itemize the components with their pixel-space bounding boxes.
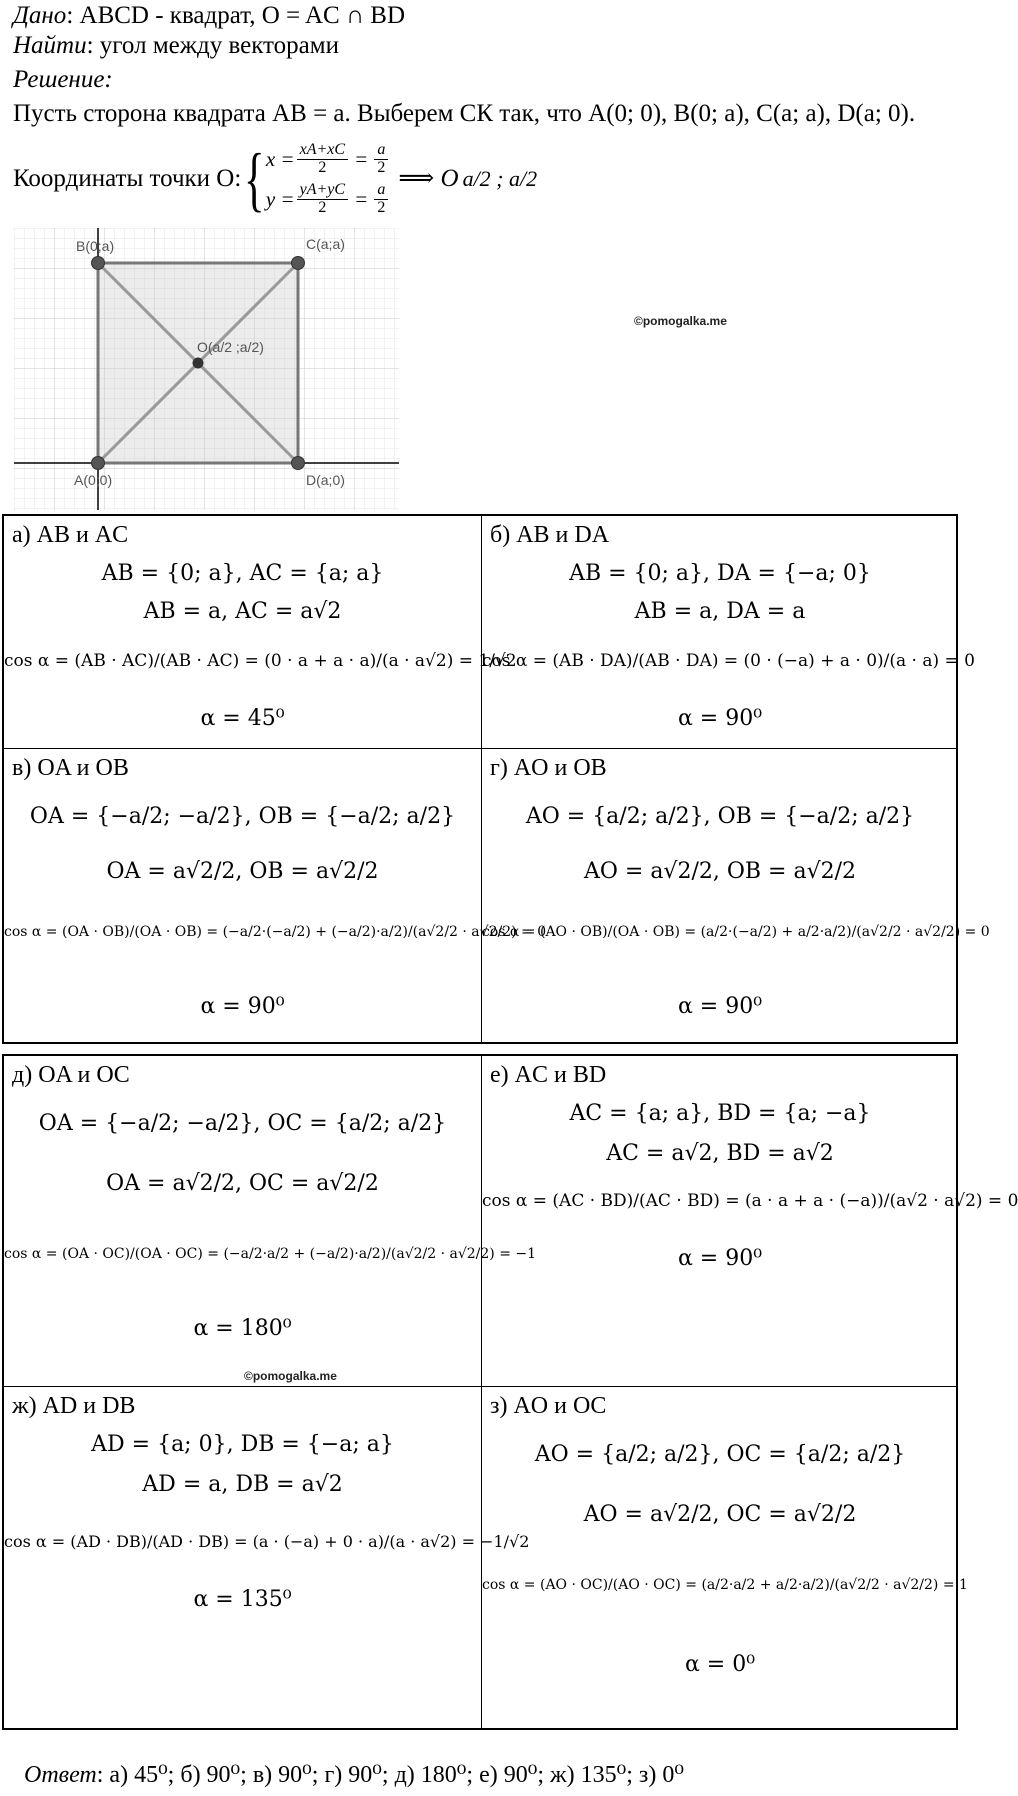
label-c: C(a;a) [306, 236, 345, 252]
cell-v-head: в) OA и OB [12, 755, 129, 781]
given-label: Дано [13, 2, 67, 29]
answer-text: : а) 45⁰; б) 90⁰; в) 90⁰; г) 90⁰; д) 180⁰; е) 90⁰; ж) 135⁰; з) 0⁰ [96, 1762, 684, 1788]
table-lower [2, 1054, 1018, 1730]
point-a [92, 457, 105, 470]
cell-e: е) AC и BD AC = {a; a}, BD = {a; −a} AC = a√2, BD = a√2 cos α = (AC · BD)/(AC · BD) = (a · a + a · (−a))/(a√2 · a√2) = 0 α = 90⁰ [482, 1062, 1018, 1271]
cell-zh-head: ж) AD и DB [12, 1393, 136, 1419]
coords-line [13, 134, 537, 224]
coords-system [266, 139, 391, 219]
coords-label: Координаты точки O: [13, 165, 242, 192]
find-text: : угол между векторами [86, 32, 339, 59]
cell-g: г) AO и OB AO = {a/2; a/2}, OB = {−a/2; a/2} AO = a√2/2, OB = a√2/2 cos α = (AO · OB)/(OA · OB) = (a/2·(−a/2) + a/2·a/2)/(a√2/2 · a√2/2) = 0 α = 90⁰ [482, 755, 990, 1019]
square-figure [14, 228, 399, 510]
point-c [292, 257, 305, 270]
label-b: B(0;a) [76, 238, 115, 254]
system-brace: { [244, 139, 265, 219]
watermark-bottom: ©pomogalka.me [244, 1369, 337, 1383]
answer-label: Ответ [24, 1762, 97, 1788]
y-equation: y = $\frac{yA+yC}{2}$ = $\frac{a}{2}$ [266, 179, 391, 219]
cell-d-head: д) OA и OC [12, 1062, 130, 1088]
watermark-top: ©pomogalka.me [634, 314, 727, 328]
x-equation: x = $\frac{xA+xC}{2}$ = $\frac{a}{2}$ [266, 139, 391, 179]
result-arrow: ⟹ O [398, 165, 459, 192]
cell-e-head: е) AC и BD [490, 1062, 607, 1088]
cell-z-head: з) AO и OC [490, 1393, 607, 1419]
given-line [13, 0, 405, 32]
label-o: O(a/2 ;a/2) [197, 339, 264, 355]
point-o [193, 358, 204, 369]
result-coords: a/2 ; a/2 [462, 166, 538, 191]
cell-a: а) AB и AC AB = {0; a}, AC = {a; a} AB = a, AC = a√2 cos α = (AB · AC)/(AB · AC) = (0 · a + a · a)/(a · a√2) = 1/√2 α = 45⁰ [4, 522, 517, 731]
cell-g-head: г) AO и OB [490, 755, 607, 781]
find-line [13, 30, 339, 62]
cell-b-head: б) AB и DA [490, 522, 610, 548]
table-upper [2, 514, 990, 1044]
cell-z: з) AO и OC AO = {a/2; a/2}, OC = {a/2; a/2} AO = a√2/2, OC = a√2/2 cos α = (AO · OC)/(AO · OC) = (a/2·a/2 + a/2·a/2)/(a√2/2 · a√2/2) = 1 α = 0⁰ [482, 1393, 968, 1677]
point-d [292, 457, 305, 470]
cell-v: в) OA и OB OA = {−a/2; −a/2}, OB = {−a/2; a/2} OA = a√2/2, OB = a√2/2 cos α = (OA · OB)/(OA · OB) = (−a/2·(−a/2) + (−a/2)·a/2)/(a√2/2 · a√2/2) = 0 α = 90⁰ [4, 755, 547, 1019]
find-label: Найти [13, 32, 87, 59]
label-d: D(a;0) [306, 472, 345, 488]
cell-a-head: а) AB и AC [12, 522, 129, 548]
label-a: A(0;0) [74, 472, 113, 488]
let-line: Пусть сторона квадрата AB = a. Выберем СК так, что A(0; 0), B(0; a), C(a; a), D(a; 0). [13, 100, 916, 127]
solution-label: Решение: [13, 66, 113, 93]
cell-d: д) OA и OC OA = {−a/2; −a/2}, OC = {a/2; a/2} OA = a√2/2, OC = a√2/2 cos α = (OA · OC)/(OA · OC) = (−a/2·a/2 + (−a/2)·a/2)/(a√2/2 · a√2/2) = −1 α = 180⁰ ©pomogalka.me [4, 1062, 537, 1383]
cell-b: б) AB и DA AB = {0; a}, DA = {−a; 0} AB = a, DA = a cos α = (AB · DA)/(AB · DA) = (0 · (−a) + a · 0)/(a · a) = 0 α = 90⁰ [482, 522, 975, 731]
answer-line [24, 1760, 684, 1789]
cell-zh: ж) AD и DB AD = {a; 0}, DB = {−a; a} AD = a, DB = a√2 cos α = (AD · DB)/(AD · DB) = (a · (−a) + 0 · a)/(a · a√2) = −1/√2 α = 135⁰ [4, 1393, 530, 1612]
point-b [92, 257, 105, 270]
given-text: : ABCD - квадрат, O = AC ∩ BD [66, 2, 406, 29]
